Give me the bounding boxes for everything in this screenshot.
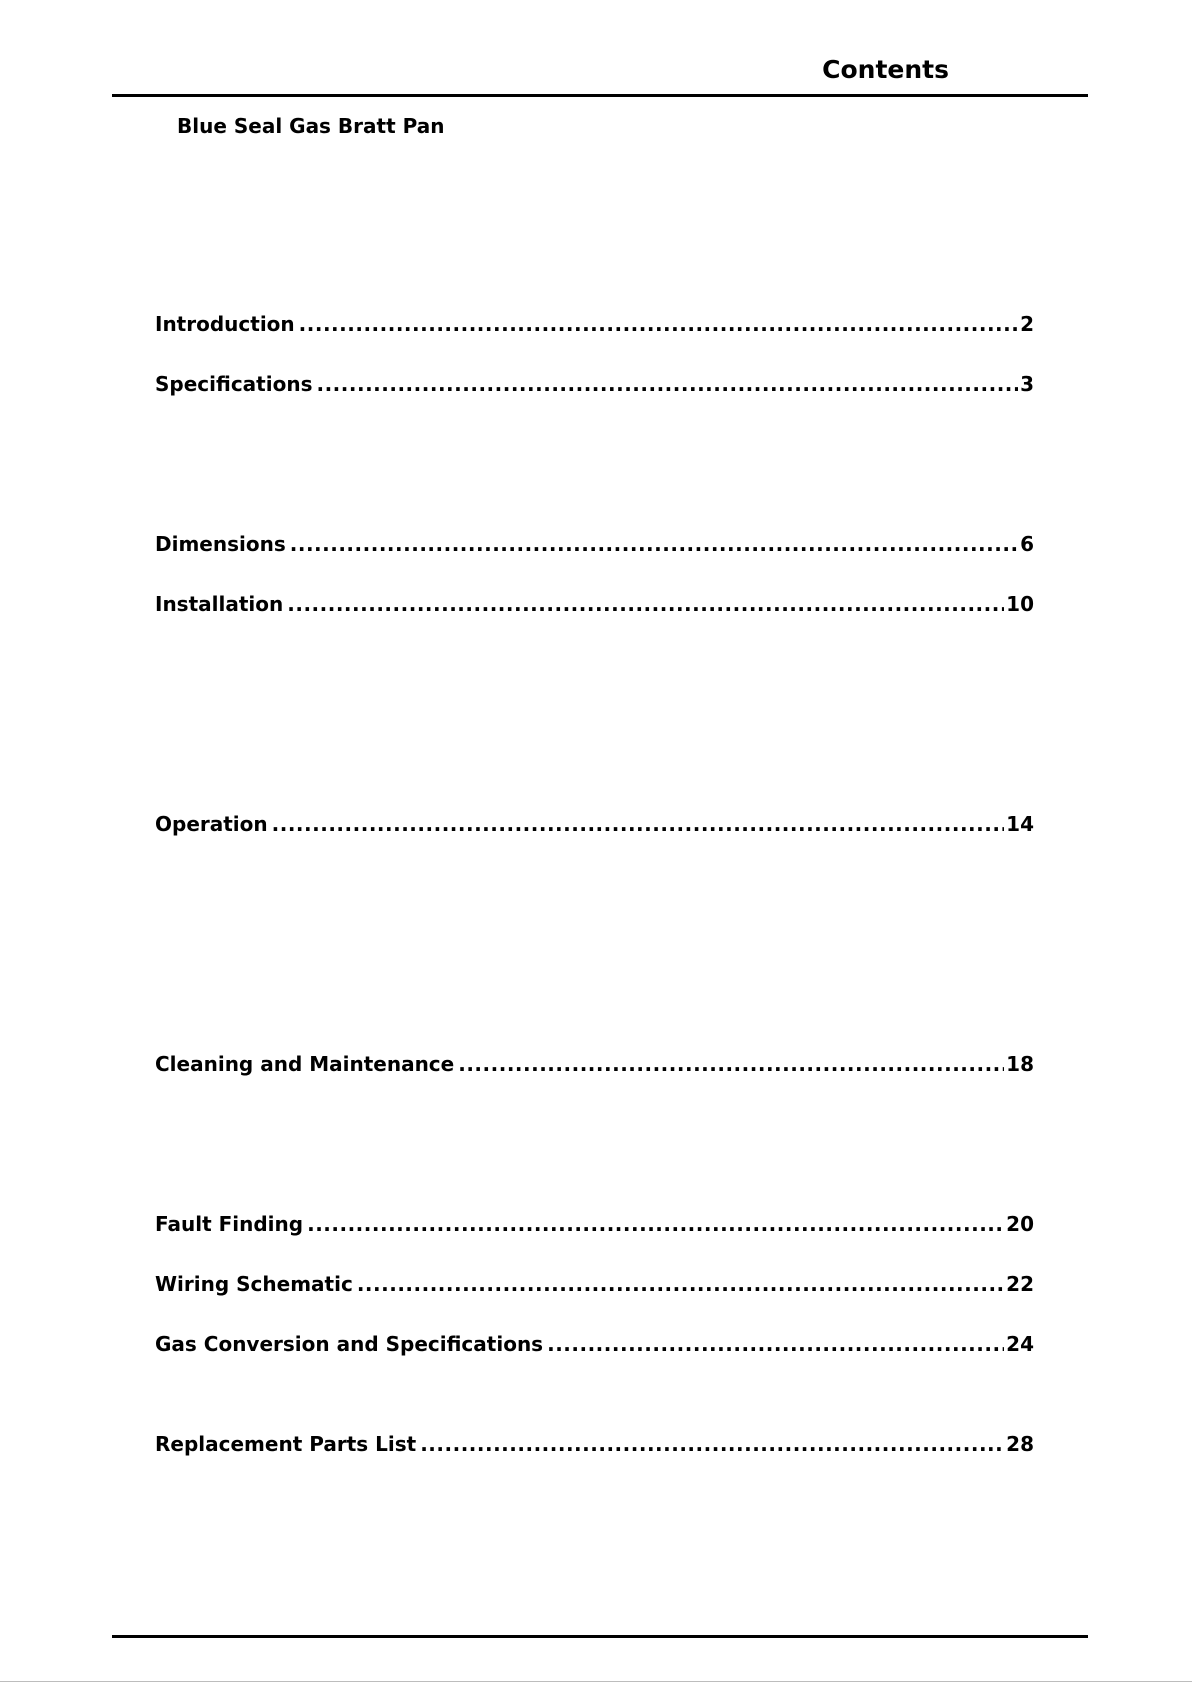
toc-page-number: 6 <box>1020 532 1034 556</box>
document-subtitle: Blue Seal Gas Bratt Pan <box>177 114 445 138</box>
toc-entry-label: Dimensions <box>155 532 286 556</box>
toc-entry-label: Installation <box>155 592 284 616</box>
toc-dot-leader <box>299 311 1018 337</box>
toc-dot-leader <box>316 371 1018 397</box>
toc-entry-dimensions[interactable] <box>155 531 1034 557</box>
toc-page-number: 2 <box>1020 312 1034 336</box>
toc-entry-installation[interactable] <box>155 591 1034 617</box>
toc-entry-wiring-schematic[interactable] <box>155 1271 1034 1297</box>
toc-dot-leader <box>547 1331 1004 1357</box>
toc-page-number: 28 <box>1006 1432 1034 1456</box>
toc-entry-introduction[interactable] <box>155 311 1034 337</box>
toc-page-number: 20 <box>1006 1212 1034 1236</box>
toc-dot-leader <box>458 1051 1004 1077</box>
toc-dot-leader <box>420 1431 1004 1457</box>
toc-entry-label: Operation <box>155 812 268 836</box>
toc-entry-label: Cleaning and Maintenance <box>155 1052 455 1076</box>
toc-dot-leader <box>272 811 1005 837</box>
toc-page-number: 14 <box>1006 812 1034 836</box>
toc-page-number: 18 <box>1006 1052 1034 1076</box>
toc-entry-replacement-parts-list[interactable] <box>155 1431 1034 1457</box>
toc-entry-label: Introduction <box>155 312 295 336</box>
toc-dot-leader <box>357 1271 1004 1297</box>
toc-entry-gas-conversion[interactable] <box>155 1331 1034 1357</box>
toc-entry-operation[interactable] <box>155 811 1034 837</box>
footer-divider <box>112 1635 1088 1638</box>
toc-entry-specifications[interactable] <box>155 371 1034 397</box>
toc-entry-fault-finding[interactable] <box>155 1211 1034 1237</box>
toc-dot-leader <box>307 1211 1004 1237</box>
toc-entry-label: Replacement Parts List <box>155 1432 417 1456</box>
header-divider <box>112 94 1088 97</box>
toc-dot-leader <box>287 591 1004 617</box>
toc-entry-label: Wiring Schematic <box>155 1272 353 1296</box>
page-title: Contents <box>822 55 949 84</box>
toc-entry-label: Specifications <box>155 372 313 396</box>
toc-page-number: 3 <box>1020 372 1034 396</box>
toc-entry-label: Gas Conversion and Specifications <box>155 1332 544 1356</box>
toc-entry-label: Fault Finding <box>155 1212 304 1236</box>
toc-dot-leader <box>290 531 1018 557</box>
toc-page-number: 22 <box>1006 1272 1034 1296</box>
toc-entry-cleaning-and-maintenance[interactable] <box>155 1051 1034 1077</box>
page-bottom-edge <box>0 1681 1192 1682</box>
toc-page-number: 10 <box>1006 592 1034 616</box>
toc-page-number: 24 <box>1006 1332 1034 1356</box>
